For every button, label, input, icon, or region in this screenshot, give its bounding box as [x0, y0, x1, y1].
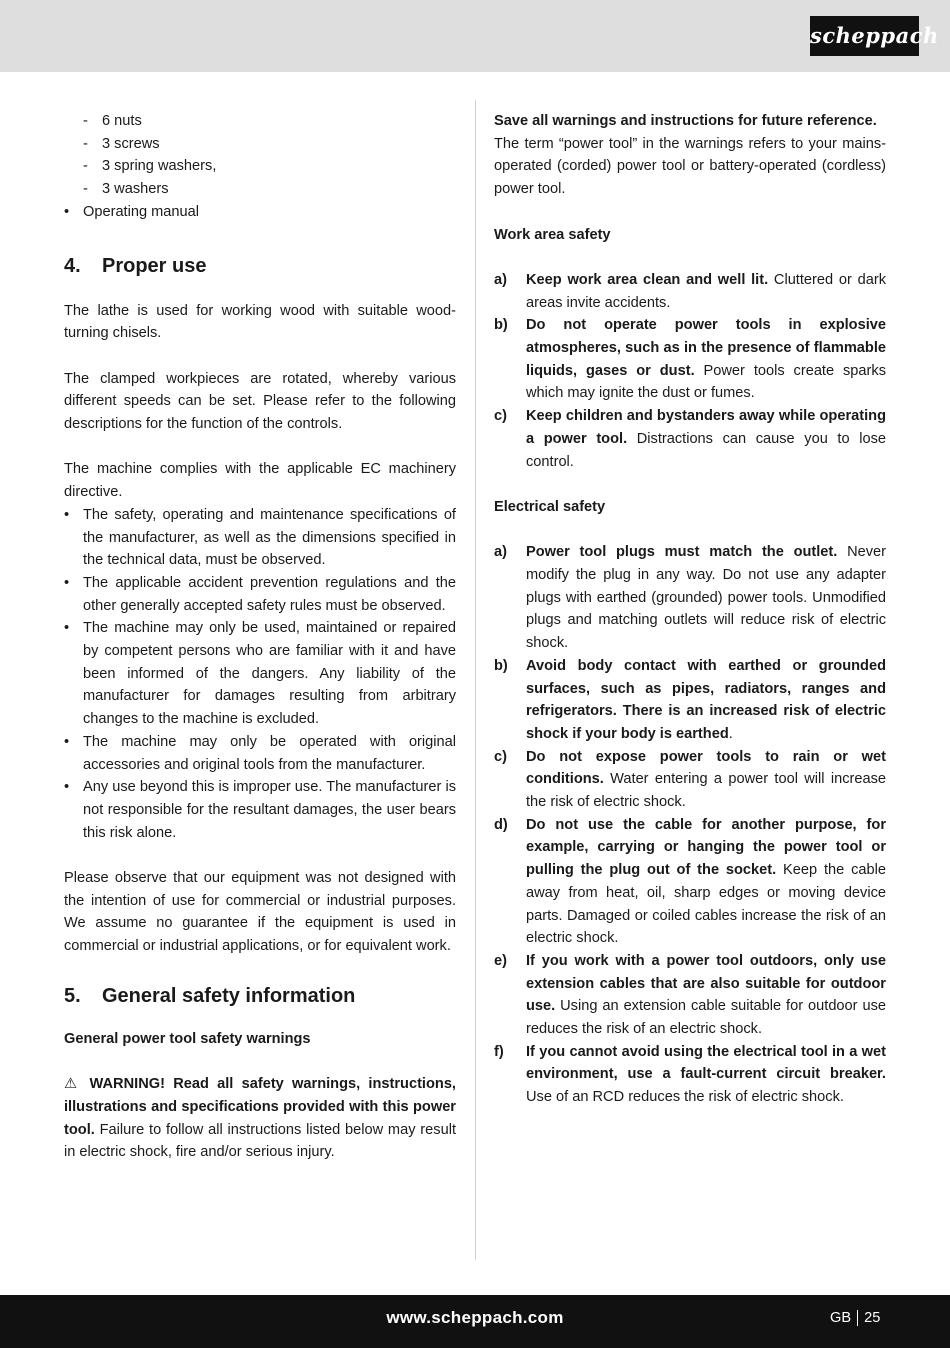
- list-item: f) If you cannot avoid using the electrical tool in a wet environment, use a fault-current circuit breaker. Use of an RCD reduces the risk of electric shock.: [494, 1043, 886, 1106]
- list-item: • The safety, operating and maintenance specifications of the manufacturer, as well as the dimensions specified in the technical data, must be observed.: [64, 506, 456, 569]
- warning-icon: ⚠: [64, 1076, 82, 1093]
- subheading-work-area: Work area safety: [494, 226, 611, 243]
- list-item: b) Avoid body contact with earthed or grounded surfaces, such as pipes, radiators, ranges and refrigerators. There is an increased risk of electric shock if your body is earthed.: [494, 657, 886, 742]
- website-url: www.scheppach.com: [386, 1308, 564, 1327]
- list-item: d) Do not use the cable for another purpose, for example, carrying or hanging the power tool or pulling the plug out of the socket. Keep the cable away from heat, oil, sharp edges or moving device parts. Damaged or coiled cables increase the risk of an electric shock.: [494, 816, 886, 947]
- paragraph: The lathe is used for working wood with suitable wood-turning chisels.: [64, 302, 456, 342]
- right-column: [494, 110, 886, 1109]
- list-item: - 3 washers: [83, 181, 169, 198]
- list-item: - 3 spring washers,: [83, 158, 217, 175]
- list-item: e) If you work with a power tool outdoors, only use extension cables that are also suitable for outdoor use. Using an extension cable suitable for outdoor use reduces the risk of an electric shock.: [494, 952, 886, 1038]
- scheppach-logo: scheppach: [810, 16, 919, 56]
- list-item: • The machine may only be operated with original accessories and original tools from the manufacturer.: [64, 733, 456, 773]
- page-number: GB 25: [830, 1310, 881, 1326]
- list-item: - 3 screws: [83, 135, 160, 152]
- page-footer: [0, 1295, 950, 1348]
- list-item: b) Do not operate power tools in explosive atmospheres, such as in the presence of flammable liquids, gases or dust. Power tools create sparks which may ignite the dust or fumes.: [494, 317, 886, 402]
- section-heading-general-safety: 5. General safety information: [64, 984, 356, 1007]
- left-column: [64, 110, 456, 1164]
- list-item: a) Keep work area clean and well lit. Cluttered or dark areas invite accidents.: [494, 271, 886, 311]
- column-divider: [475, 100, 476, 1260]
- paragraph: The term “power tool” in the warnings refers to your mains-operated (corded) power tool or battery-operated (cordless) power tool.: [494, 135, 886, 198]
- paragraph: Save all warnings and instructions for future reference.: [494, 113, 877, 129]
- list-item: • Operating manual: [64, 203, 200, 220]
- paragraph: The clamped workpieces are rotated, whereby various different speeds can be set. Please refer to the following descriptions for the function of the controls.: [64, 370, 456, 433]
- section-heading-proper-use: 4. Proper use: [64, 254, 207, 277]
- page-header: [0, 0, 950, 72]
- subheading: General power tool safety warnings: [64, 1030, 311, 1047]
- list-item: c) Do not expose power tools to rain or wet conditions. Water entering a power tool will increase the risk of electric shock.: [494, 748, 886, 811]
- warning-paragraph: ⚠ WARNING! Read all safety warnings, instructions, illustrations and specifications provided with this power tool. Failure to follow all instructions listed below may result in electric shock, fire and/or serious injury.: [64, 1076, 456, 1161]
- list-item: • The machine may only be used, maintained or repaired by competent persons who are familiar with it and have been informed of the dangers. Any liability of the manufacturer for damages resulting from arbitrary changes to the machine is excluded.: [64, 620, 456, 728]
- paragraph: The machine complies with the applicable EC machinery directive.: [64, 461, 456, 501]
- list-item: • The applicable accident prevention regulations and the other generally accepted safety rules must be observed.: [64, 574, 456, 614]
- list-item: c) Keep children and bystanders away while operating a power tool. Distractions can cause you to lose control.: [494, 408, 886, 470]
- list-item: a) Power tool plugs must match the outlet. Never modify the plug in any way. Do not use any adapter plugs with earthed (grounded) power tools. Unmodified plugs and matching outlets will reduce risk of electric shock.: [494, 544, 887, 652]
- list-item: • Any use beyond this is improper use. The manufacturer is not responsible for the resultant damages, the user bears this risk alone.: [64, 779, 456, 841]
- list-item: - 6 nuts: [83, 113, 142, 129]
- paragraph: Please observe that our equipment was not designed with the intention of use for commercial or industrial purposes. We assume no guarantee if the equipment is used in commercial or industrial applications, or for equivalent work.: [64, 870, 456, 955]
- subheading-electrical: Electrical safety: [494, 498, 606, 515]
